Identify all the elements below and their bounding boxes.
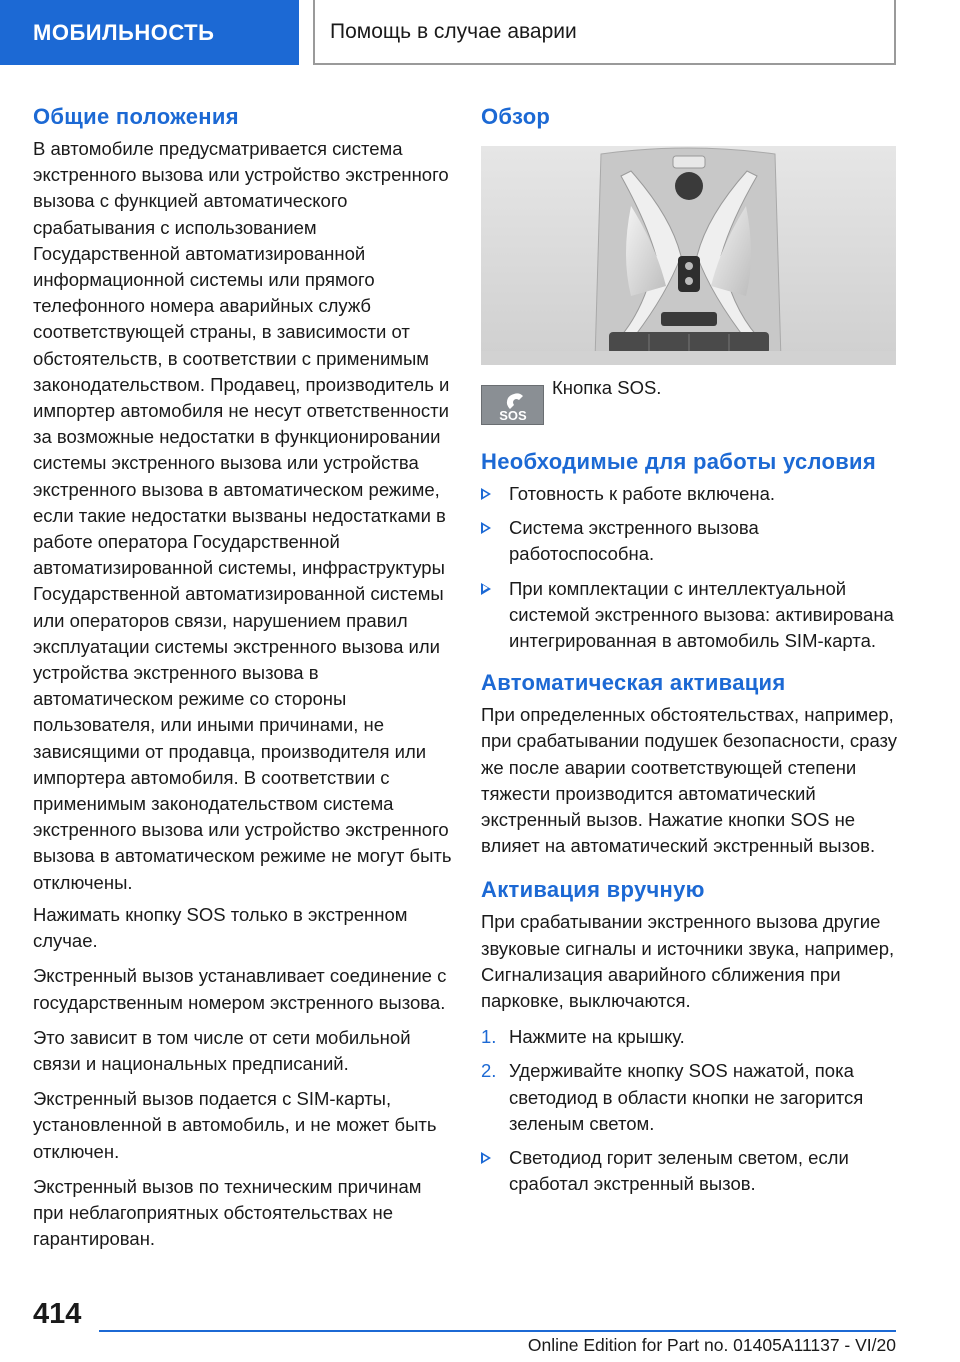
paragraph-connection: Экстренный вызов устанавливает соединение с государственным номером экстренного вызова. <box>33 965 447 1013</box>
step-item: 2. Удерживайте кнопку SOS нажатой, пока светодиод в области кнопки не загорится зеленым светом. <box>481 1060 864 1134</box>
paragraph-sim: Экстренный вызов подается с SIM-карты, установленной в автомобиль, и не может быть отключен. <box>33 1088 437 1162</box>
step-number: 2. <box>481 1060 497 1082</box>
footer-divider <box>99 1330 896 1332</box>
section-tab: МОБИЛЬНОСТЬ <box>0 0 299 65</box>
sos-legend <box>481 377 901 425</box>
manual-activation-heading: Активация вручную <box>481 877 705 903</box>
bullet-triangle-icon <box>481 1152 491 1164</box>
sos-button-icon <box>481 385 544 425</box>
footer-edition: Online Edition for Part no. 01405A11137 - VI/20 <box>527 1335 896 1355</box>
auto-activation-text: При определенных обстоятельствах, например, при срабатывании подушек безопасности, сразу же после аварии соответствующей степени тяжести производится автоматический экстренный вызов. Нажатие кнопки SOS не влияет на автоматический экстренный вызов. <box>481 704 898 857</box>
auto-activation-heading: Автоматическая активация <box>481 670 786 696</box>
conditions-heading: Необходимые для работы условия <box>481 449 876 474</box>
bullet-triangle-icon <box>481 583 491 595</box>
bullet-triangle-icon <box>481 522 491 534</box>
conditions-list <box>481 481 901 654</box>
paragraph-legal: В автомобиле предусматривается система экстренного вызова или устройство экстренного вызова с функцией автоматического срабатывания с использованием Государственной автоматизированной информационной системы или прямого телефонного номера аварийных служб соответствующей страны, в зависимости от обстоятельств, в соответствии с применимым законодательством. Продавец, производитель и импортер автомобиля не несут ответственности за возможные недостатки в функционировании системы экстренного вызова или устройства экстренного вызова в автоматическом режиме, если такие недостатки вызваны недостатками в работе оператора Государственной автоматизированной системы, инфраструктуры Государственной автоматизированной системы или операторов связи, нарушением правил эксплуатации системы экстренного вызова или устройства экстренного вызова в автоматическом режиме со стороны пользователя, или иными причинами, не зависящими от продавца, производителя или импортера автомобиля. В соответствии с применимым законодательством система экстренного вызова или устройство экстренного вызова в автоматическом режиме не могут быть отключены. <box>33 138 452 893</box>
overhead-console-illustration <box>481 146 896 365</box>
overhead-console-image <box>481 146 896 365</box>
page-number: 414 <box>33 1298 82 1330</box>
steps-list <box>481 1024 901 1197</box>
step-number: 1. <box>481 1026 497 1048</box>
condition-item: Готовность к работе включена. <box>481 481 901 507</box>
paragraph-network: Это зависит в том числе от сети мобильной связи и национальных предписаний. <box>33 1026 411 1074</box>
manual-activation-text: При срабатывании экстренного вызова другие звуковые сигналы и источники звука, например, Сигнализация аварийного сближения при парковке, выключаются. <box>481 911 895 1012</box>
result-item: Светодиод горит зеленым светом, если сработал экстренный вызов. <box>481 1145 901 1197</box>
step-item: 1. Нажмите на крышку. <box>481 1024 901 1050</box>
bullet-triangle-icon <box>481 488 491 500</box>
condition-item: Система экстренного вызова работоспособна. <box>481 515 901 567</box>
sos-icon-label: SOS <box>499 408 527 423</box>
paragraph-sos-usage: Нажимать кнопку SOS только в экстренном случае. <box>33 903 408 952</box>
chapter-title: Помощь в случае аварии <box>313 0 896 65</box>
sos-caption: Кнопка SOS. <box>552 377 662 398</box>
condition-item: При комплектации с интеллектуальной системой экстренного вызова: активирована интегрированная в автомобиль SIM-карта. <box>481 576 901 655</box>
overview-heading: Обзор <box>481 104 551 129</box>
left-column <box>33 100 453 1261</box>
right-column <box>481 100 901 1209</box>
paragraph-guarantee: Экстренный вызов по техническим причинам при неблагоприятных обстоятельствах не гарантирован. <box>33 1175 422 1250</box>
general-heading: Общие положения <box>33 104 239 129</box>
